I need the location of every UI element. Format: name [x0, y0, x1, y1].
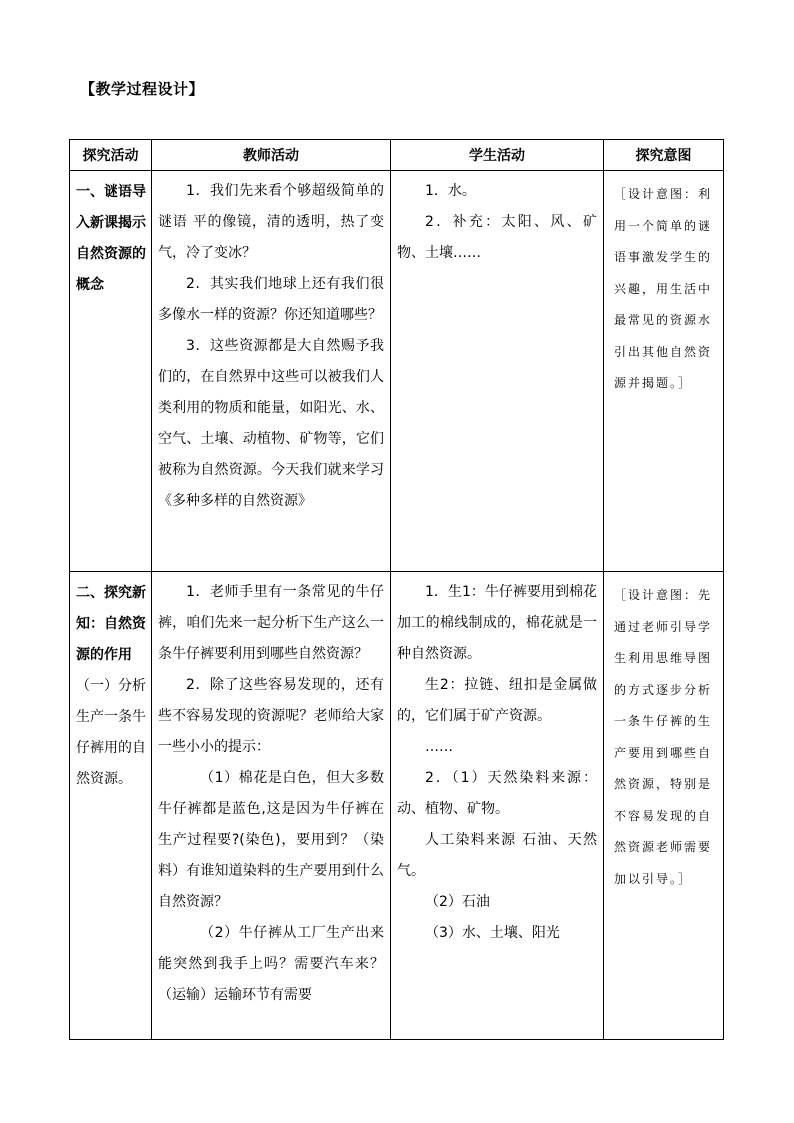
teacher-paragraph: （2）牛仔裤从工厂生产出来能突然到我手上吗？需要汽车来？（运输）运输环节有需要	[158, 925, 384, 1003]
header-intent: 探究意图	[604, 140, 724, 171]
header-teacher: 教师活动	[152, 140, 391, 171]
student-paragraph: 2．（1）天然染料来源：动、植物、矿物。	[397, 770, 597, 817]
student-paragraph: （2）石油	[425, 894, 490, 910]
student-paragraph: 1．生1：牛仔裤要用到棉花加工的棉线制成的，棉花就是一种自然资源。	[397, 584, 597, 662]
table-row	[70, 171, 724, 572]
student-paragraph: 2．补充：太阳、风、矿物、土壤……	[397, 214, 597, 261]
section-heading: 【教学过程设计】	[80, 80, 205, 98]
table-row	[70, 572, 724, 1040]
student-paragraph: （3）水、土壤、阳光	[425, 925, 560, 941]
teacher-paragraph: 2．除了这些容易发现的，还有些不容易发现的资源呢？老师给大家一些小小的提示：	[158, 677, 384, 755]
teacher-cell	[152, 171, 391, 572]
activity-cell	[70, 171, 152, 572]
activity-cell	[70, 572, 152, 1040]
teacher-paragraph: 1．我们先来看个够超级简单的谜语 平的像镜，清的透明，热了变气，冷了变冰？	[158, 183, 384, 261]
student-cell	[391, 171, 604, 572]
activity-title: 二、探究新知：自然资源的作用	[76, 585, 146, 663]
design-intent-text: ［设计意图：先通过老师引导学生利用思维导图的方式逐步分析一条牛仔裤的生产要用到哪些自然资源，特别是不容易发现的自然资源老师需要加以引导。］	[614, 588, 713, 886]
teacher-paragraph: （1）棉花是白色，但大多数牛仔裤都是蓝色,这是因为牛仔裤在生产过程要?(染色)，要用到？（染料）有谁知道染料的生产要用到什么自然资源？	[158, 770, 384, 910]
teacher-paragraph: 3．这些资源都是大自然赐予我们的，在自然界中这些可以被我们人类利用的物质和能量，如阳光、水、空气、土壤、动植物、矿物等，它们被称为自然资源。今天我们就来学习《多种多样的自然资源》	[158, 338, 384, 509]
student-paragraph: 人工染料来源 石油、天然气。	[397, 832, 597, 879]
header-student: 学生活动	[391, 140, 604, 171]
activity-subtitle: （一）分析生产一条牛仔裤用的自然资源。	[76, 678, 146, 787]
teaching-process-table	[69, 139, 724, 1040]
teacher-cell	[152, 572, 391, 1040]
teacher-paragraph: 2．其实我们地球上还有我们很多像水一样的资源？你还知道哪些？	[158, 276, 384, 323]
student-paragraph: 生2：拉链、纽扣是金属做的，它们属于矿产资源。	[397, 677, 597, 724]
intent-cell	[604, 171, 724, 572]
table-header-row	[70, 140, 724, 171]
header-activity: 探究活动	[70, 140, 152, 171]
student-cell	[391, 572, 604, 1040]
teacher-paragraph: 1．老师手里有一条常见的牛仔裤，咱们先来一起分析下生产这么一条牛仔裤要利用到哪些自然资源？	[158, 584, 384, 662]
activity-title: 一、谜语导入新课揭示自然资源的概念	[76, 184, 146, 293]
student-paragraph: 1．水。	[425, 183, 476, 199]
design-intent-text: ［设计意图：利用一个简单的谜语事激发学生的兴趣，用生活中最常见的资源水引出其他自然资源并揭题。］	[614, 187, 713, 390]
intent-cell	[604, 572, 724, 1040]
student-paragraph: ……	[425, 739, 453, 755]
